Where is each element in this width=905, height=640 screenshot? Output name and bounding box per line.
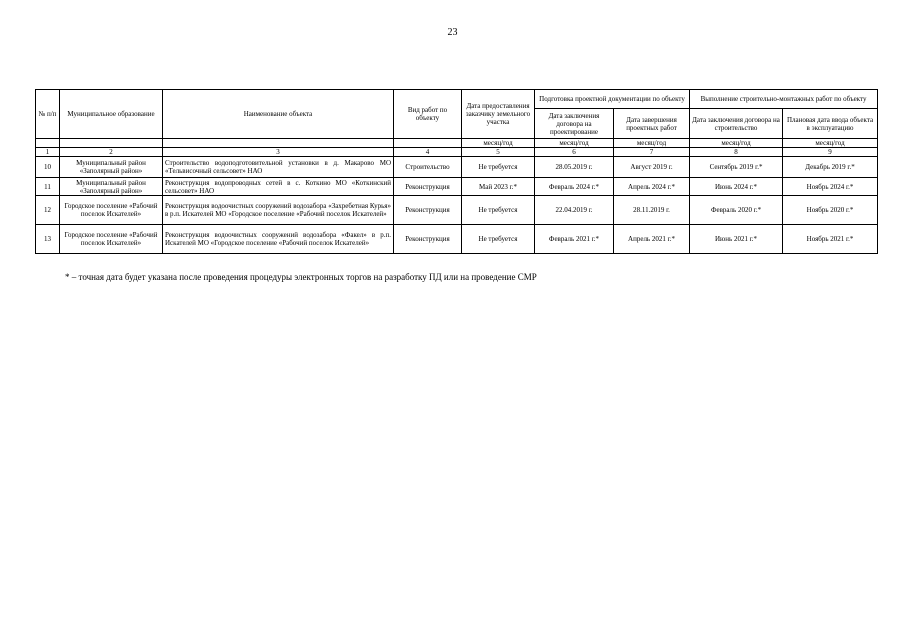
row-num: 11 xyxy=(36,178,60,196)
row-work-type: Реконструкция xyxy=(394,196,462,225)
table-row xyxy=(36,157,878,178)
objects-table xyxy=(35,89,878,254)
row-work-type: Реконструкция xyxy=(394,225,462,254)
column-number: 5 xyxy=(462,148,535,157)
column-number: 9 xyxy=(783,148,878,157)
header-commissioning: Плановая дата ввода объекта в эксплуатацию xyxy=(783,109,878,139)
page-number: 23 xyxy=(447,27,458,38)
header-num: № п/п xyxy=(36,90,60,139)
unit-row xyxy=(36,139,878,148)
row-construction-contract: Февраль 2020 г.* xyxy=(690,196,783,225)
unit-cell-empty xyxy=(36,139,60,148)
column-number: 2 xyxy=(60,148,163,157)
unit-cell: месяц/год xyxy=(614,139,690,148)
row-municipality: Муниципальный район «Заполярный район» xyxy=(60,157,163,178)
table-row xyxy=(36,196,878,225)
row-design-contract: Февраль 2024 г.* xyxy=(535,178,614,196)
unit-cell: месяц/год xyxy=(462,139,535,148)
column-number: 1 xyxy=(36,148,60,157)
column-number: 7 xyxy=(614,148,690,157)
row-commissioning: Ноябрь 2024 г.* xyxy=(783,178,878,196)
column-number: 4 xyxy=(394,148,462,157)
column-number: 3 xyxy=(163,148,394,157)
unit-cell: месяц/год xyxy=(783,139,878,148)
row-construction-contract: Июнь 2024 г.* xyxy=(690,178,783,196)
column-number: 8 xyxy=(690,148,783,157)
row-design-contract: Февраль 2021 г.* xyxy=(535,225,614,254)
row-design-finish: Август 2019 г. xyxy=(614,157,690,178)
row-object-name: Реконструкция водоочистных сооружений водозабора «Захребетная Курья» в р.п. Искателей МО «Городское поселение «Рабочий поселок Искателей» xyxy=(163,196,394,225)
row-object-name: Реконструкция водопроводных сетей в с. Коткино МО «Коткинский сельсовет» НАО xyxy=(163,178,394,196)
row-land-date: Май 2023 г.* xyxy=(462,178,535,196)
unit-cell-empty xyxy=(60,139,163,148)
header-object-name: Наименование объекта xyxy=(163,90,394,139)
column-number-row xyxy=(36,148,878,157)
row-commissioning: Ноябрь 2020 г.* xyxy=(783,196,878,225)
row-design-contract: 22.04.2019 г. xyxy=(535,196,614,225)
row-commissioning: Ноябрь 2021 г.* xyxy=(783,225,878,254)
row-work-type: Реконструкция xyxy=(394,178,462,196)
unit-cell: месяц/год xyxy=(690,139,783,148)
column-number: 6 xyxy=(535,148,614,157)
header-construction-contract: Дата заключения договора на строительство xyxy=(690,109,783,139)
row-design-finish: Апрель 2024 г.* xyxy=(614,178,690,196)
row-work-type: Строительство xyxy=(394,157,462,178)
row-construction-contract: Июнь 2021 г.* xyxy=(690,225,783,254)
header-design-finish: Дата завершения проектных работ xyxy=(614,109,690,139)
row-commissioning: Декабрь 2019 г.* xyxy=(783,157,878,178)
header-land-date: Дата предоставления заказчику земельного участка xyxy=(462,90,535,139)
row-num: 10 xyxy=(36,157,60,178)
row-design-contract: 28.05.2019 г. xyxy=(535,157,614,178)
row-land-date: Не требуется xyxy=(462,196,535,225)
footnote: * – точная дата будет указана после проведения процедуры электронных торгов на разработку ПД или на проведение СМР xyxy=(65,272,537,282)
header-construction-group: Выполнение строительно-монтажных работ по объекту xyxy=(690,90,878,109)
row-object-name: Строительство водоподготовительной установки в д. Макарово МО «Тельвисочный сельсовет» НАО xyxy=(163,157,394,178)
table-row xyxy=(36,225,878,254)
row-municipality: Городское поселение «Рабочий поселок Искателей» xyxy=(60,225,163,254)
unit-cell: месяц/год xyxy=(535,139,614,148)
header-design-group: Подготовка проектной документации по объекту xyxy=(535,90,690,109)
row-municipality: Муниципальный район «Заполярный район» xyxy=(60,178,163,196)
row-land-date: Не требуется xyxy=(462,157,535,178)
table-row xyxy=(36,178,878,196)
header-work-type: Вид работ по объекту xyxy=(394,90,462,139)
row-construction-contract: Сентябрь 2019 г.* xyxy=(690,157,783,178)
row-land-date: Не требуется xyxy=(462,225,535,254)
row-municipality: Городское поселение «Рабочий поселок Искателей» xyxy=(60,196,163,225)
row-design-finish: 28.11.2019 г. xyxy=(614,196,690,225)
unit-cell-empty xyxy=(163,139,394,148)
unit-cell-empty xyxy=(394,139,462,148)
row-object-name: Реконструкция водоочистных сооружений водозабора «Факел» в р.п. Искателей МО «Городское поселение «Рабочий поселок Искателей» xyxy=(163,225,394,254)
row-design-finish: Апрель 2021 г.* xyxy=(614,225,690,254)
header-row xyxy=(36,90,878,109)
row-num: 13 xyxy=(36,225,60,254)
header-municipality: Муниципальное образование xyxy=(60,90,163,139)
header-design-contract: Дата заключения договора на проектирование xyxy=(535,109,614,139)
row-num: 12 xyxy=(36,196,60,225)
